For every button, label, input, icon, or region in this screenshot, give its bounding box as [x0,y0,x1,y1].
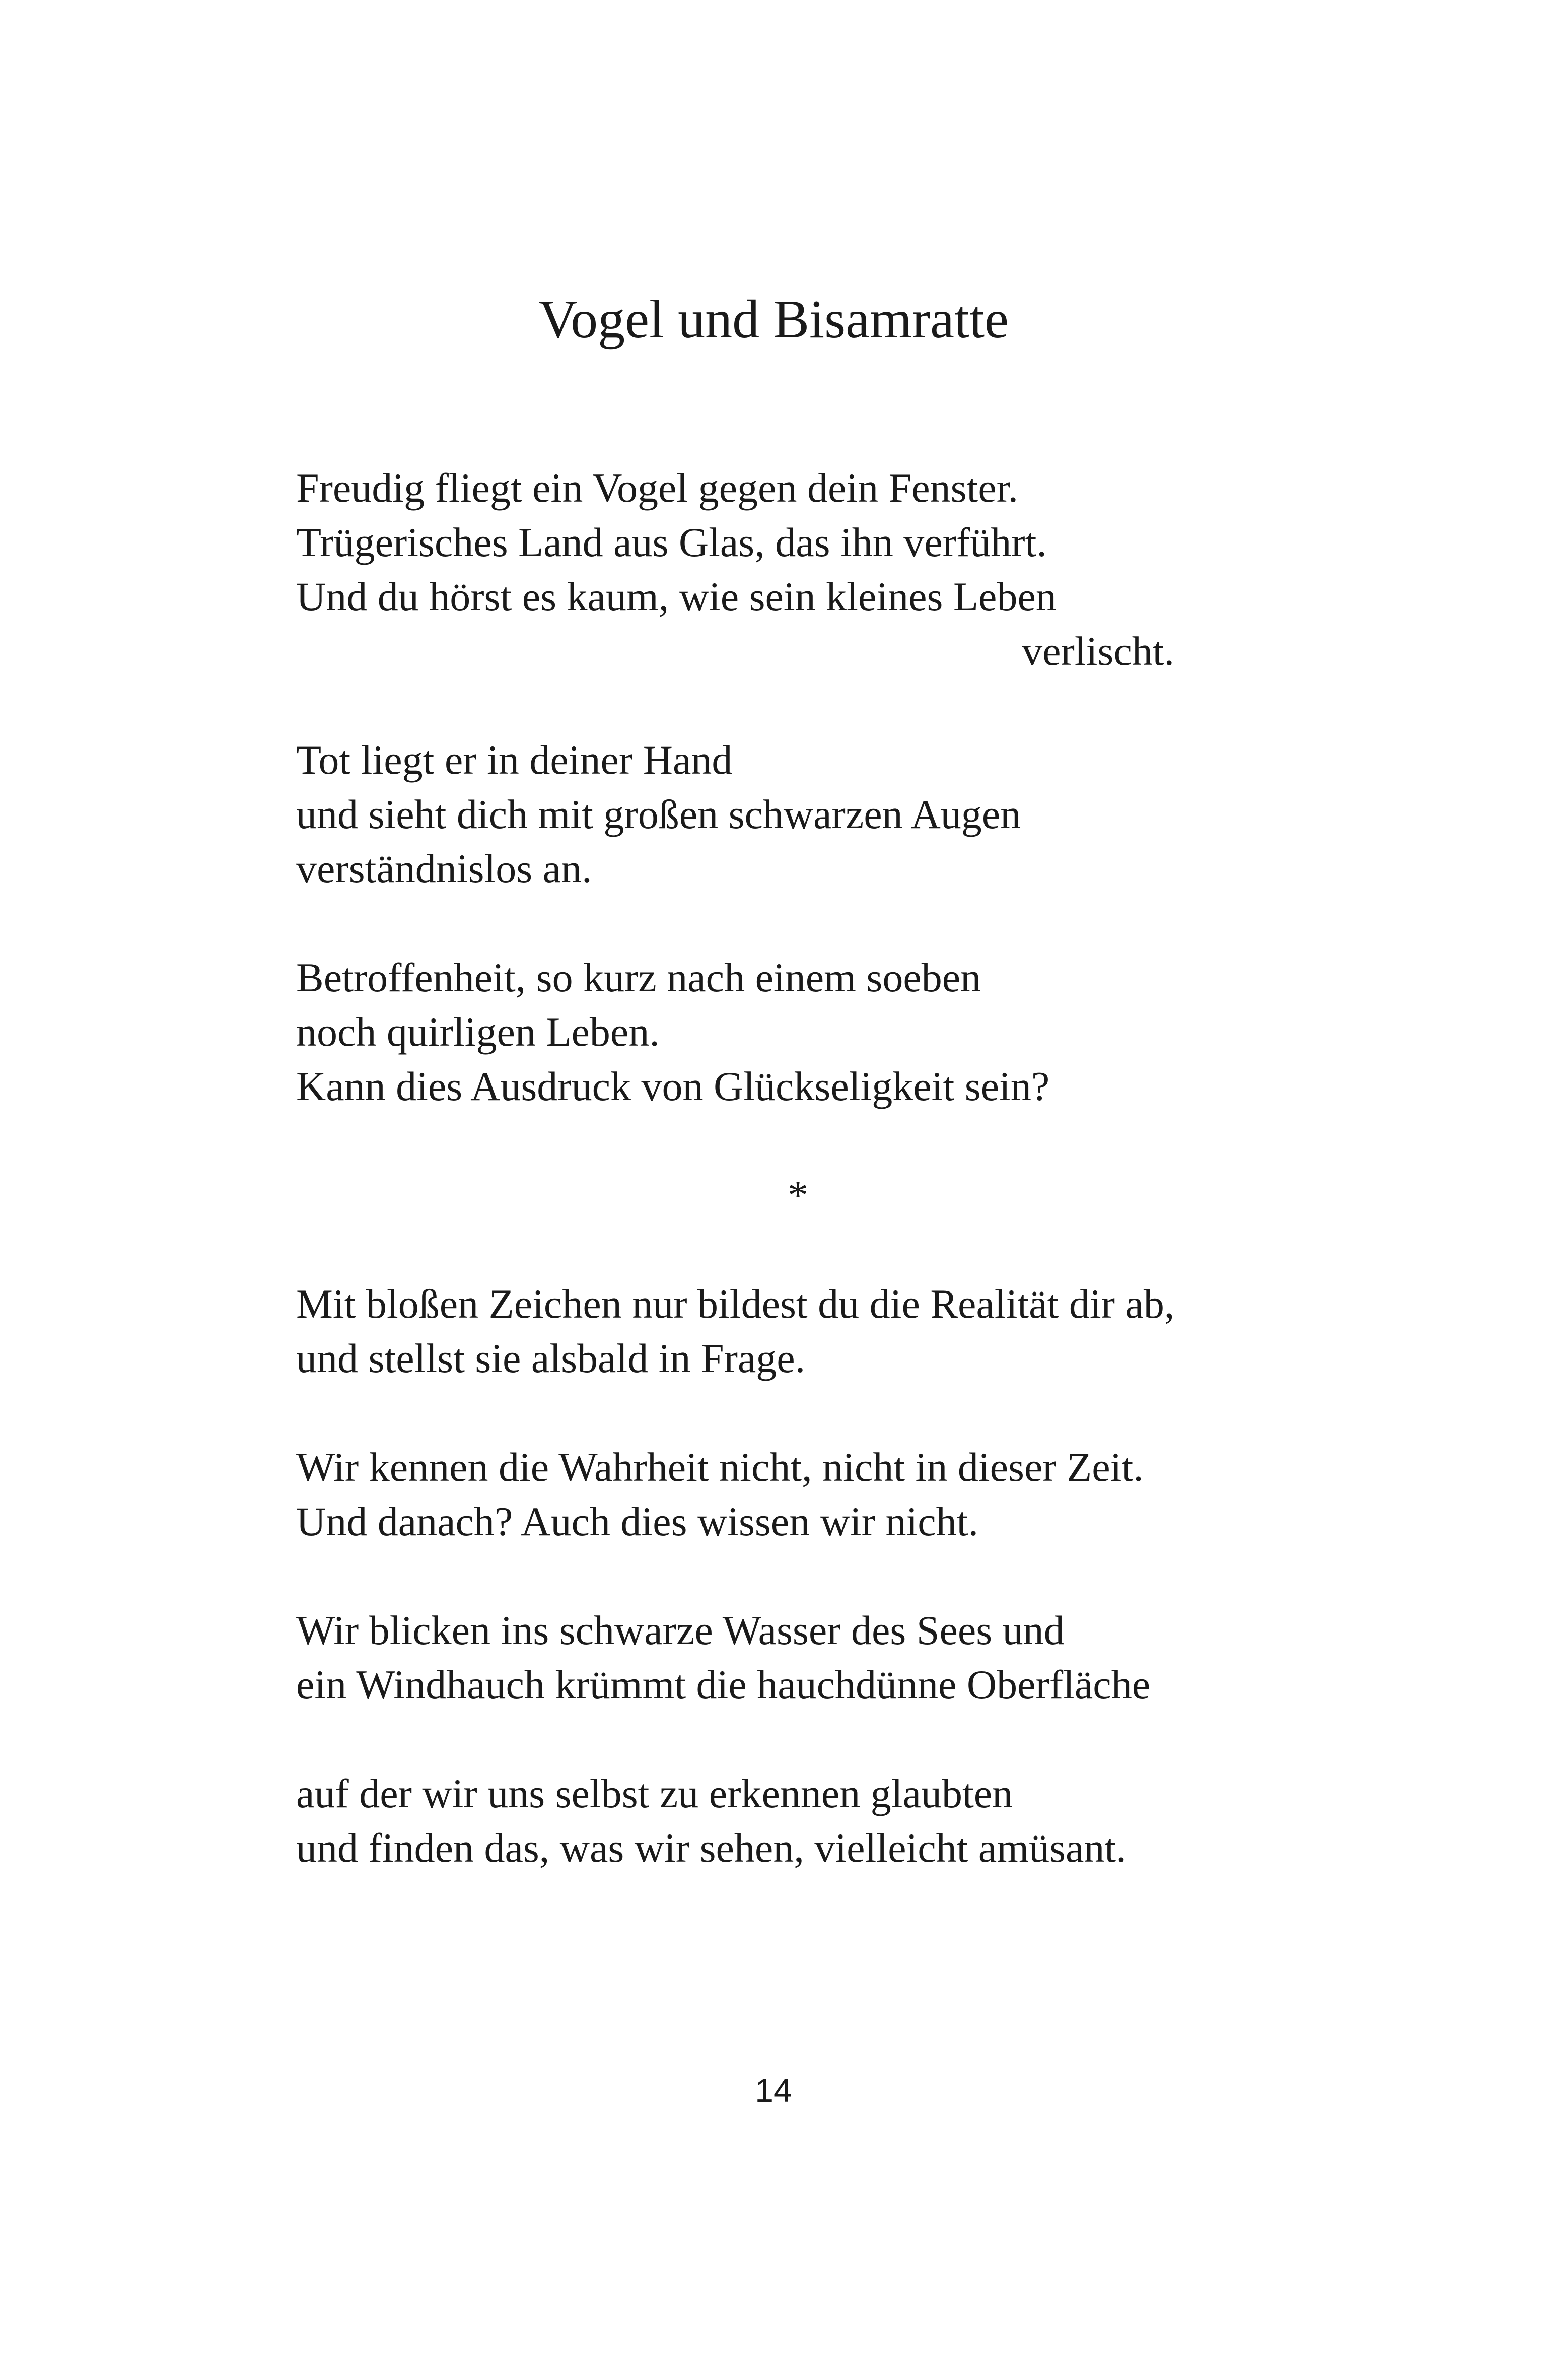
poem-line: verständnislos an. [296,846,592,892]
stanza-4 [296,1277,1303,1386]
poem-line: und stellst sie alsbald in Frage. [296,1335,806,1381]
section-separator [0,1168,1007,1222]
poem-title: Vogel und Bisamratte [538,290,1009,350]
poem-line: ein Windhauch krümmt die hauchdünne Oberfläche [296,1662,1151,1708]
poem-line: und finden das, was wir sehen, vielleicht amüsant. [296,1825,1127,1871]
poem-line: Und du hörst es kaum, wie sein kleines Leben [296,574,1057,620]
stanza-3 [296,950,1303,1114]
poem-line: Betroffenheit, so kurz nach einem soeben [296,955,981,1000]
poem-line-continuation: verlischt. [1022,628,1174,674]
poem-line: noch quirligen Leben. [296,1009,660,1055]
poem-line: Freudig fliegt ein Vogel gegen dein Fenster. [296,465,1018,511]
stanza-1 [296,461,1303,678]
poem-line: Und danach? Auch dies wissen wir nicht. [296,1499,978,1544]
poem-line: auf der wir uns selbst zu erkennen glaubten [296,1771,1013,1816]
poem-line: und sieht dich mit großen schwarzen Augen [296,791,1021,837]
stanza-6 [296,1603,1303,1712]
page-number: 14 [755,2072,792,2109]
poem-body [296,461,1303,1930]
stanza-5 [296,1440,1303,1549]
asterisk-separator: * [788,1172,808,1218]
poem-line: Wir blicken ins schwarze Wasser des Sees und [296,1607,1065,1653]
poem-line: Tot liegt er in deiner Hand [296,737,733,783]
poem-line: Mit bloßen Zeichen nur bildest du die Realität dir ab, [296,1281,1175,1327]
poem-line: Wir kennen die Wahrheit nicht, nicht in dieser Zeit. [296,1444,1144,1490]
stanza-7 [296,1766,1303,1875]
stanza-2 [296,733,1303,896]
poem-line: Kann dies Ausdruck von Glückseligkeit sein? [296,1063,1050,1109]
poem-line: Trügerisches Land aus Glas, das ihn verführt. [296,519,1047,565]
